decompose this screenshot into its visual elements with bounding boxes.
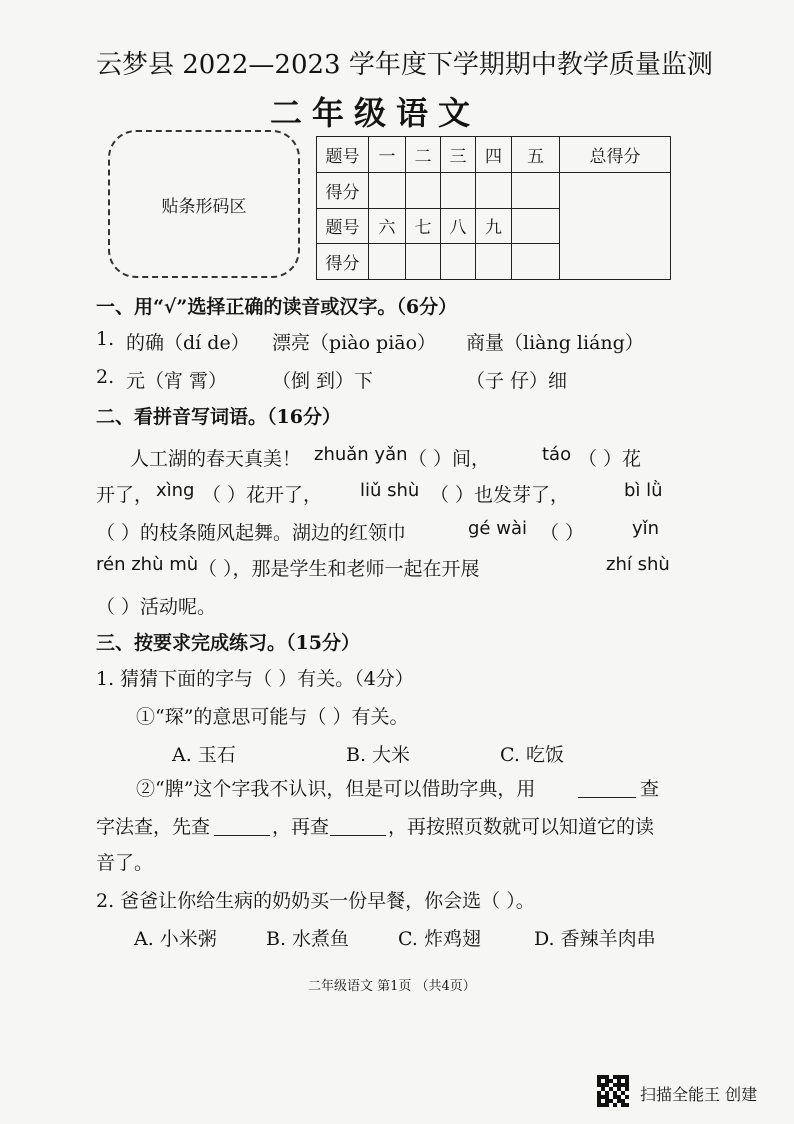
page-footer: 二年级语文 第1页 （共4页） [308,979,476,994]
score-header-cell: 一 [369,137,406,173]
passage-text: （ ）花 [578,448,642,470]
passage-text: （ ）花开了， [202,484,323,506]
exam-title: 云梦县 2022—2023 学年度下学期期中教学质量监测 [96,50,713,80]
score-header-cell: 题号 [317,208,369,244]
passage-text: （ ）也发芽了， [430,484,570,506]
score-cell[interactable] [406,172,441,208]
question-1-2-end: 查 [640,778,660,800]
passage-text: 人工湖的春天真美！ [130,448,302,470]
score-cell [512,244,560,280]
question-number: 2. [96,366,115,388]
score-header-cell: 二 [406,137,441,173]
barcode-area [108,130,300,278]
s1-option-1b: 漂亮（piào piāo） [272,332,437,354]
score-cell[interactable] [369,244,406,280]
section3-heading: 三、按要求完成练习。（15分） [96,632,360,654]
score-header-cell: 五 [512,137,560,173]
score-cell [512,208,560,244]
s1-option-2a: 元（宵 霄） [126,370,228,392]
score-cell[interactable] [476,172,512,208]
score-header-cell: 四 [476,137,512,173]
passage-text: （ ） [540,522,585,544]
pinyin-prompt: yǐn [632,518,660,539]
score-cell[interactable] [441,172,476,208]
pinyin-prompt: zhuǎn yǎn [314,444,408,465]
passage-text: （ ）的枝条随风起舞。湖边的红领巾 [96,522,407,544]
s1-option-1c: 商量（liàng liáng） [466,332,644,354]
score-header-cell: 八 [441,208,476,244]
question-1: 1. 猜猜下面的字与（ ）有关。（4分） [96,668,414,690]
option: B. 水煮鱼 [266,928,350,950]
option: B. 大米 [346,744,411,766]
score-header-cell: 题号 [317,137,369,173]
score-cell[interactable] [512,172,560,208]
barcode-area-label: 贴条形码区 [161,196,247,217]
pinyin-prompt: liǔ shù [360,480,420,501]
s1-option-1a: 的确（dí de） [126,332,250,354]
answer-blank[interactable] [578,776,636,798]
passage-text: （ ）间， [408,448,491,470]
score-cell[interactable] [476,244,512,280]
pinyin-prompt: bì lǜ [624,480,663,501]
qr-code-icon [597,1075,629,1107]
score-header-cell: 三 [441,137,476,173]
passage-text: 开了， [96,484,154,506]
score-cell[interactable] [369,172,406,208]
total-score-cell[interactable] [560,172,671,279]
answer-blank[interactable] [330,814,386,836]
pinyin-prompt: rén zhù mù [96,554,199,575]
question-number: 1. [96,328,115,350]
question-1-3b: ，再查 [272,816,330,838]
question-1-1: ①“琛”的意思可能与（ ）有关。 [136,706,409,728]
section2-heading: 二、看拼音写词语。（16分） [96,406,341,428]
total-score-label: 总得分 [560,137,671,173]
s1-option-2b: （倒 到）下 [272,370,374,392]
option: A. 玉石 [172,744,236,766]
score-header-cell: 九 [476,208,512,244]
passage-text: （ ），那是学生和老师一起在开展 [198,558,480,580]
option: C. 吃饭 [500,744,564,766]
score-row-label: 得分 [317,172,369,208]
score-header-cell: 六 [369,208,406,244]
question-1-4: 音了。 [96,852,154,874]
option: D. 香辣羊肉串 [534,928,656,950]
answer-blank[interactable] [214,814,270,836]
pinyin-prompt: táo [542,444,572,465]
question-2: 2. 爸爸让你给生病的奶奶买一份早餐，你会选（ ）。 [96,890,535,912]
question-1-3c: ，再按照页数就可以知道它的读 [388,816,655,838]
option: C. 炸鸡翅 [398,928,481,950]
question-1-3a: 字法查，先查 [96,816,211,838]
pinyin-prompt: gé wài [468,518,527,539]
s1-option-2c: （子 仔）细 [466,370,568,392]
score-row-label: 得分 [317,244,369,280]
passage-text: （ ）活动呢。 [96,596,217,618]
score-table [316,136,671,280]
score-cell[interactable] [406,244,441,280]
score-cell[interactable] [441,244,476,280]
pinyin-prompt: xìng [156,480,195,501]
pinyin-prompt: zhí shù [606,554,670,575]
question-1-2: ②“脾”这个字我不认识，但是可以借助字典，用 [136,778,536,800]
section1-heading: 一、用“√”选择正确的读音或汉字。（6分） [96,296,458,318]
score-header-cell: 七 [406,208,441,244]
option: A. 小米粥 [134,928,217,950]
subject-title: 二年级语文 [270,94,481,132]
scanner-watermark: 扫描全能王 创建 [640,1085,758,1104]
